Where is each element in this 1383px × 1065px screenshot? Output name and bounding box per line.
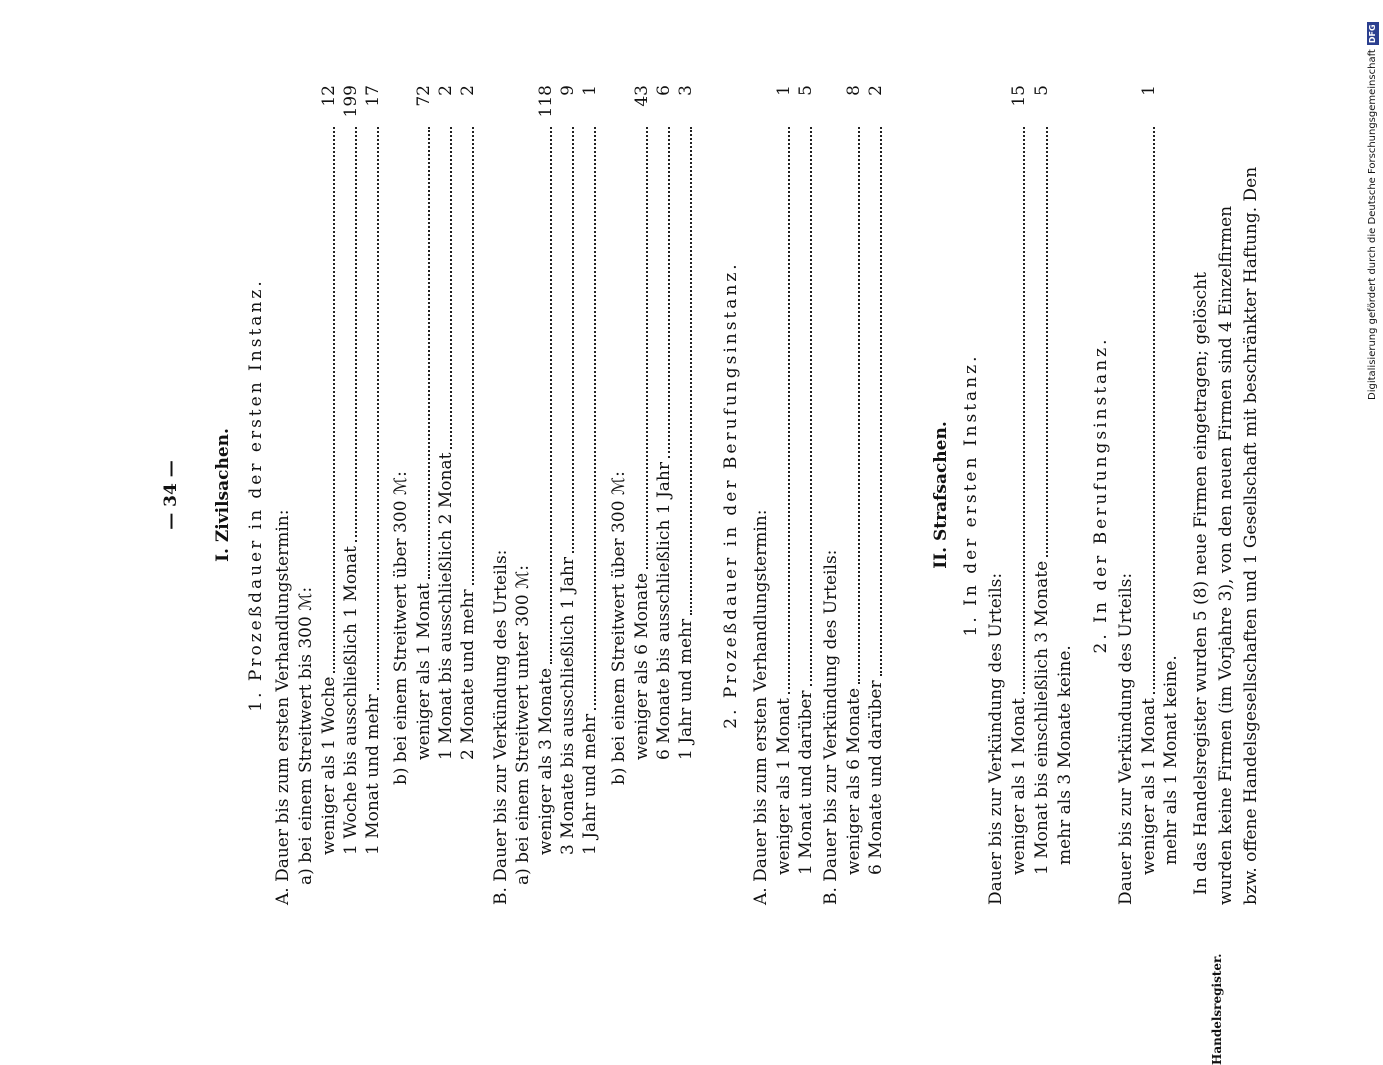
- dotted-leader: [550, 127, 552, 664]
- row-label: 1 Monat bis ausschließlich 2 Monat: [436, 452, 456, 760]
- row-label: 3 Monate bis ausschließlich 1 Jahr: [558, 557, 578, 855]
- dotted-leader: [880, 127, 882, 676]
- dotted-leader: [646, 127, 648, 569]
- row-label: 1 Woche bis ausschließlich 1 Monat: [341, 546, 361, 855]
- row-value: 15: [1009, 85, 1029, 107]
- dotted-leader: [788, 127, 790, 694]
- table-row: [457, 85, 479, 760]
- row-label: weniger als 6 Monate: [632, 572, 652, 760]
- row-value: 2: [458, 85, 478, 96]
- row-label: 2 Monate und mehr: [458, 589, 478, 760]
- row-value: 17: [363, 85, 383, 107]
- strafsachen-appeal-note: mehr als 1 Monat keine.: [1161, 655, 1181, 865]
- dotted-leader: [355, 127, 357, 542]
- row-label: weniger als 1 Monat: [414, 583, 434, 760]
- row-label: 1 Monat und darüber: [796, 690, 816, 875]
- table-row: [1031, 85, 1053, 875]
- row-value: 8: [844, 85, 864, 96]
- table-row: [865, 85, 887, 875]
- row-value: 2: [436, 85, 456, 96]
- row-value: 1: [774, 85, 794, 96]
- heading-A1: A. Dauer bis zum ersten Verhandlungstermin:: [273, 509, 293, 905]
- register-paragraph-line-2: wurden keine Firmen (im Vorjahre 3), von den neuen Firmen sind 4 Einzelfirmen: [1216, 205, 1236, 905]
- section-title-strafsachen: II. Strafsachen.: [931, 421, 951, 569]
- heading-B2: B. Dauer bis zur Verkündung des Urteils:: [821, 549, 841, 905]
- row-value: 5: [796, 85, 816, 96]
- table-row: [435, 85, 457, 760]
- table-row: [1138, 85, 1160, 875]
- row-value: 1: [580, 85, 600, 96]
- heading-A1-b: b) bei einem Streitwert über 300 ℳ:: [391, 471, 411, 785]
- heading-B1-b: b) bei einem Streitwert über 300 ℳ:: [609, 471, 629, 785]
- dotted-leader: [472, 127, 474, 585]
- row-label: weniger als 1 Monat: [774, 698, 794, 875]
- row-label: weniger als 1 Woche: [319, 676, 339, 855]
- page-number: — 34 —: [161, 460, 181, 530]
- dotted-leader: [1023, 127, 1025, 694]
- row-value: 1: [1139, 85, 1159, 96]
- dotted-leader: [810, 127, 812, 686]
- margin-note-handelsregister: Handelsregister.: [1210, 953, 1224, 1065]
- strafsachen-first-instance-title: 1. In der ersten Instanz.: [961, 353, 981, 637]
- strafsachen-appeal-title: 2. In der Berufungsinstanz.: [1091, 336, 1111, 654]
- row-label: 1 Jahr und mehr: [580, 713, 600, 855]
- row-value: 43: [632, 85, 652, 107]
- table-row: [579, 85, 601, 855]
- dfg-logo: DFG: [1368, 24, 1377, 44]
- table-row: [535, 85, 557, 855]
- subsection-title-appeal: 2. Prozeßdauer in der Berufungsinstanz.: [721, 261, 741, 729]
- heading-A2: A. Dauer bis zum ersten Verhandlungstermin:: [751, 509, 771, 905]
- register-paragraph-line-3: bzw. offene Handelsgesellschaften und 1 Gesellschaft mit beschränkter Haftung. Den: [1241, 166, 1261, 905]
- table-row: [318, 85, 340, 855]
- row-label: weniger als 1 Monat: [1009, 698, 1029, 875]
- table-row: [795, 85, 817, 875]
- table-row: [653, 85, 675, 760]
- strafsachen-appeal-heading: Dauer bis zur Verkündung des Urteils:: [1116, 572, 1136, 905]
- dotted-leader: [594, 127, 596, 710]
- dotted-leader: [690, 127, 692, 615]
- dotted-leader: [333, 127, 335, 673]
- section-title-zivilsachen: I. Zivilsachen.: [213, 428, 233, 562]
- table-row: [557, 85, 579, 855]
- table-row: [675, 85, 697, 760]
- dfg-notice-text: Digitalisierung gefördert durch die Deutsche Forschungsgemeinschaft: [1367, 49, 1378, 400]
- row-label: 1 Jahr und mehr: [676, 618, 696, 760]
- row-value: 118: [536, 85, 556, 118]
- row-value: 3: [676, 85, 696, 96]
- dotted-leader: [1046, 127, 1048, 557]
- subsection-title-first-instance: 1. Prozeßdauer in der ersten Instanz.: [246, 278, 266, 712]
- row-value: 12: [319, 85, 339, 107]
- dotted-leader: [450, 127, 452, 449]
- dotted-leader: [377, 127, 379, 690]
- dotted-leader: [668, 127, 670, 458]
- row-value: 5: [1032, 85, 1052, 96]
- row-label: weniger als 3 Monate: [536, 667, 556, 855]
- heading-B1-a: a) bei einem Streitwert unter 300 ℳ:: [513, 565, 533, 885]
- table-row: [773, 85, 795, 875]
- table-row: [631, 85, 653, 760]
- document-page: [160, 45, 1261, 1065]
- heading-A1-a: a) bei einem Streitwert bis 300 ℳ:: [296, 586, 316, 885]
- row-value: 6: [654, 85, 674, 96]
- row-value: 2: [866, 85, 886, 96]
- dotted-leader: [572, 127, 574, 553]
- table-row: [413, 85, 435, 760]
- strafsachen-first-instance-note: mehr als 3 Monate keine.: [1055, 645, 1075, 865]
- heading-B1: B. Dauer bis zur Verkündung des Urteils:: [491, 549, 511, 905]
- row-label: weniger als 6 Monate: [844, 687, 864, 875]
- dfg-notice: [1366, 8, 1380, 400]
- dotted-leader: [858, 127, 860, 684]
- row-label: 1 Monat und mehr: [363, 694, 383, 855]
- row-label: 6 Monate bis ausschließlich 1 Jahr: [654, 462, 674, 760]
- register-paragraph-line-1: In das Handelsregister wurden 5 (8) neue Firmen eingetragen; gelöscht: [1191, 272, 1211, 895]
- row-value: 199: [341, 85, 361, 118]
- row-label: 1 Monat bis einschließlich 3 Monate: [1032, 560, 1052, 875]
- strafsachen-first-instance-heading: Dauer bis zur Verkündung des Urteils:: [986, 572, 1006, 905]
- row-label: 6 Monate und darüber: [866, 680, 886, 875]
- dotted-leader: [428, 127, 430, 579]
- table-row: [1008, 85, 1030, 875]
- row-label: weniger als 1 Monat: [1139, 698, 1159, 875]
- table-row: [362, 85, 384, 855]
- row-value: 9: [558, 85, 578, 96]
- row-value: 72: [414, 85, 434, 107]
- table-row: [340, 85, 362, 855]
- table-row: [843, 85, 865, 875]
- dotted-leader: [1153, 127, 1155, 694]
